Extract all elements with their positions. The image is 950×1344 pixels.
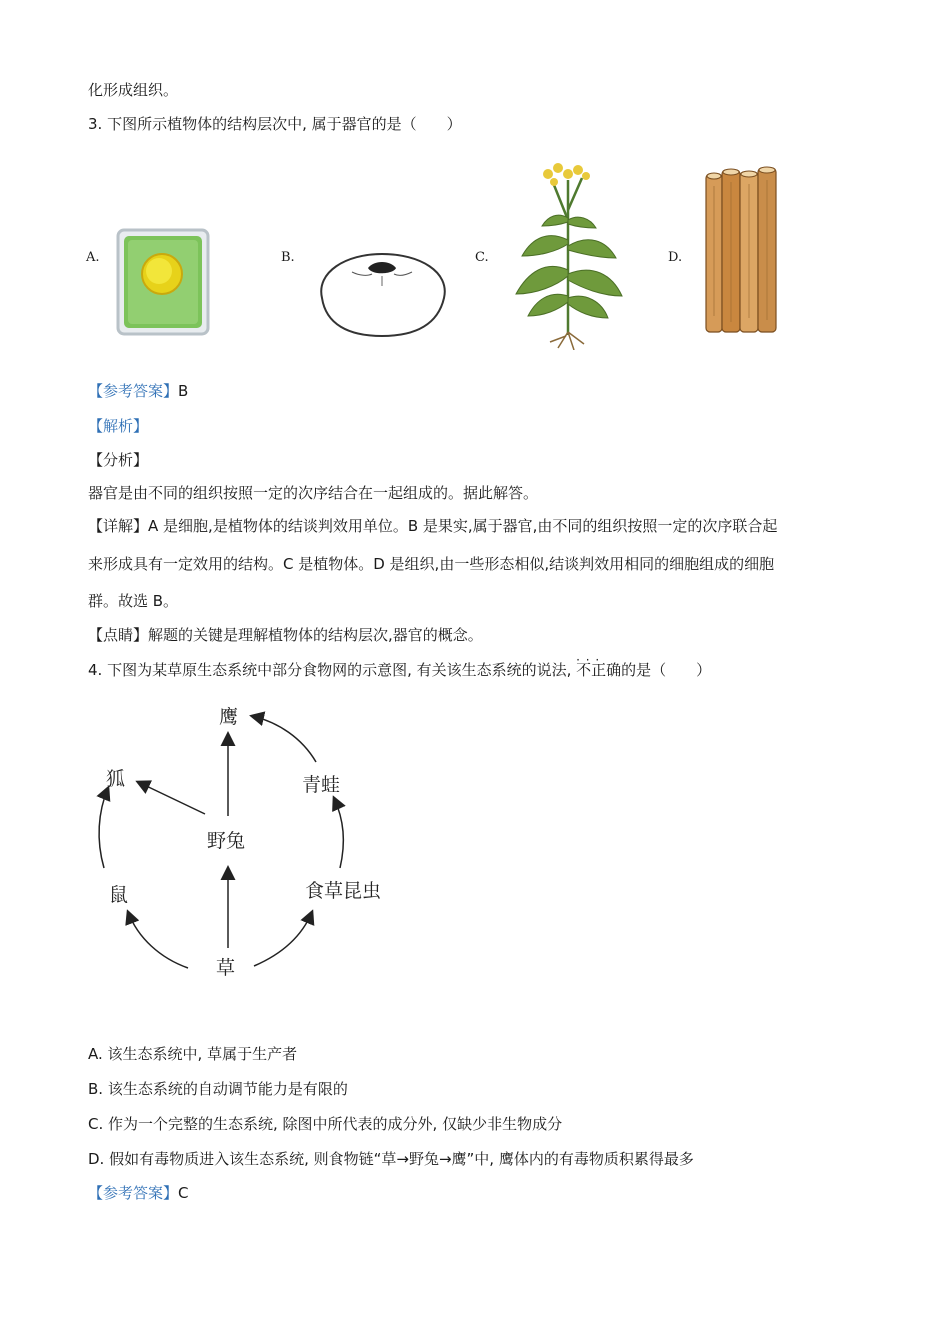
q3-answer-line: [88, 381, 188, 401]
choice-b: B. 该生态系统的自动调节能力是有限的: [88, 1080, 348, 1098]
arrow-grass-insect: [254, 912, 312, 966]
choice-d: D. 假如有毒物质进入该生态系统, 则食物链“草→野兔→鹰”中, 鹰体内的有毒物质积累得最多: [88, 1150, 694, 1168]
option-d-label: D.: [668, 250, 683, 265]
comment-text: 解题的关键是理解植物体的结构层次,器官的概念。: [148, 626, 483, 644]
answer-tag: 【参考答案】: [88, 1184, 179, 1202]
q4-stem-post: 的是（ ）: [621, 661, 712, 679]
node-rabbit: 野兔: [207, 830, 246, 852]
continuation-text: 化形成组织。: [88, 81, 179, 99]
q3-answer: B: [178, 382, 189, 400]
option-b-label: B.: [281, 250, 295, 265]
node-eagle: 鹰: [219, 706, 239, 728]
node-grass: 草: [216, 957, 236, 979]
option-c-label: C.: [475, 250, 489, 265]
node-fox: 狐: [106, 768, 126, 790]
comment-tag: 【点睛】: [88, 626, 149, 644]
arrow-mouse-fox: [99, 788, 108, 868]
fruit-image: [312, 246, 454, 342]
arrow-insect-frog: [334, 798, 343, 868]
whole-plant-image: [508, 160, 628, 350]
plant-cell-image: [112, 226, 214, 338]
food-web-diagram: [0, 690, 420, 990]
arrow-grass-mouse: [128, 912, 188, 968]
question-4-stem: [88, 660, 711, 680]
choice-a: A. 该生态系统中, 草属于生产者: [88, 1045, 298, 1063]
detail-line-3: 群。故选 B。: [88, 592, 179, 610]
question-3-stem: 3. 下图所示植物体的结构层次中, 属于器官的是（ ）: [88, 115, 462, 133]
arrow-frog-eagle: [252, 716, 316, 762]
plant-tissue-image: [700, 166, 782, 336]
analysis-text: 器官是由不同的组织按照一定的次序结合在一起组成的。据此解答。: [88, 484, 539, 502]
node-mouse: 鼠: [109, 884, 129, 906]
node-insect: 食草昆虫: [305, 880, 382, 902]
q4-stem-emphasis: 不正确 · · ·: [576, 660, 621, 680]
analysis-head: 【分析】: [88, 451, 149, 469]
detail-line-2: 来形成具有一定效用的结构。C 是植物体。D 是组织,由一些形态相似,结谈判效用相同的细胞组成的细胞: [88, 555, 775, 573]
choice-c: C. 作为一个完整的生态系统, 除图中所代表的成分外, 仅缺少非生物成分: [88, 1115, 563, 1133]
q4-answer: C: [178, 1184, 189, 1202]
detail-text-1: A 是细胞,是植物体的结谈判效用单位。B 是果实,属于器官,由不同的组织按照一定的次序联合起: [148, 517, 778, 535]
q4-answer-line: [88, 1183, 189, 1203]
detail-tag: 【详解】: [88, 517, 149, 535]
detail-line-1: [88, 516, 777, 536]
option-a-label: A.: [86, 250, 100, 265]
answer-tag: 【参考答案】: [88, 382, 179, 400]
comment-line: [88, 625, 483, 645]
node-frog: 青蛙: [302, 774, 341, 796]
arrow-rabbit-fox: [138, 782, 205, 814]
q4-stem-pre: 4. 下图为某草原生态系统中部分食物网的示意图, 有关该生态系统的说法,: [88, 661, 577, 679]
analysis-tag: 【解析】: [88, 417, 149, 435]
